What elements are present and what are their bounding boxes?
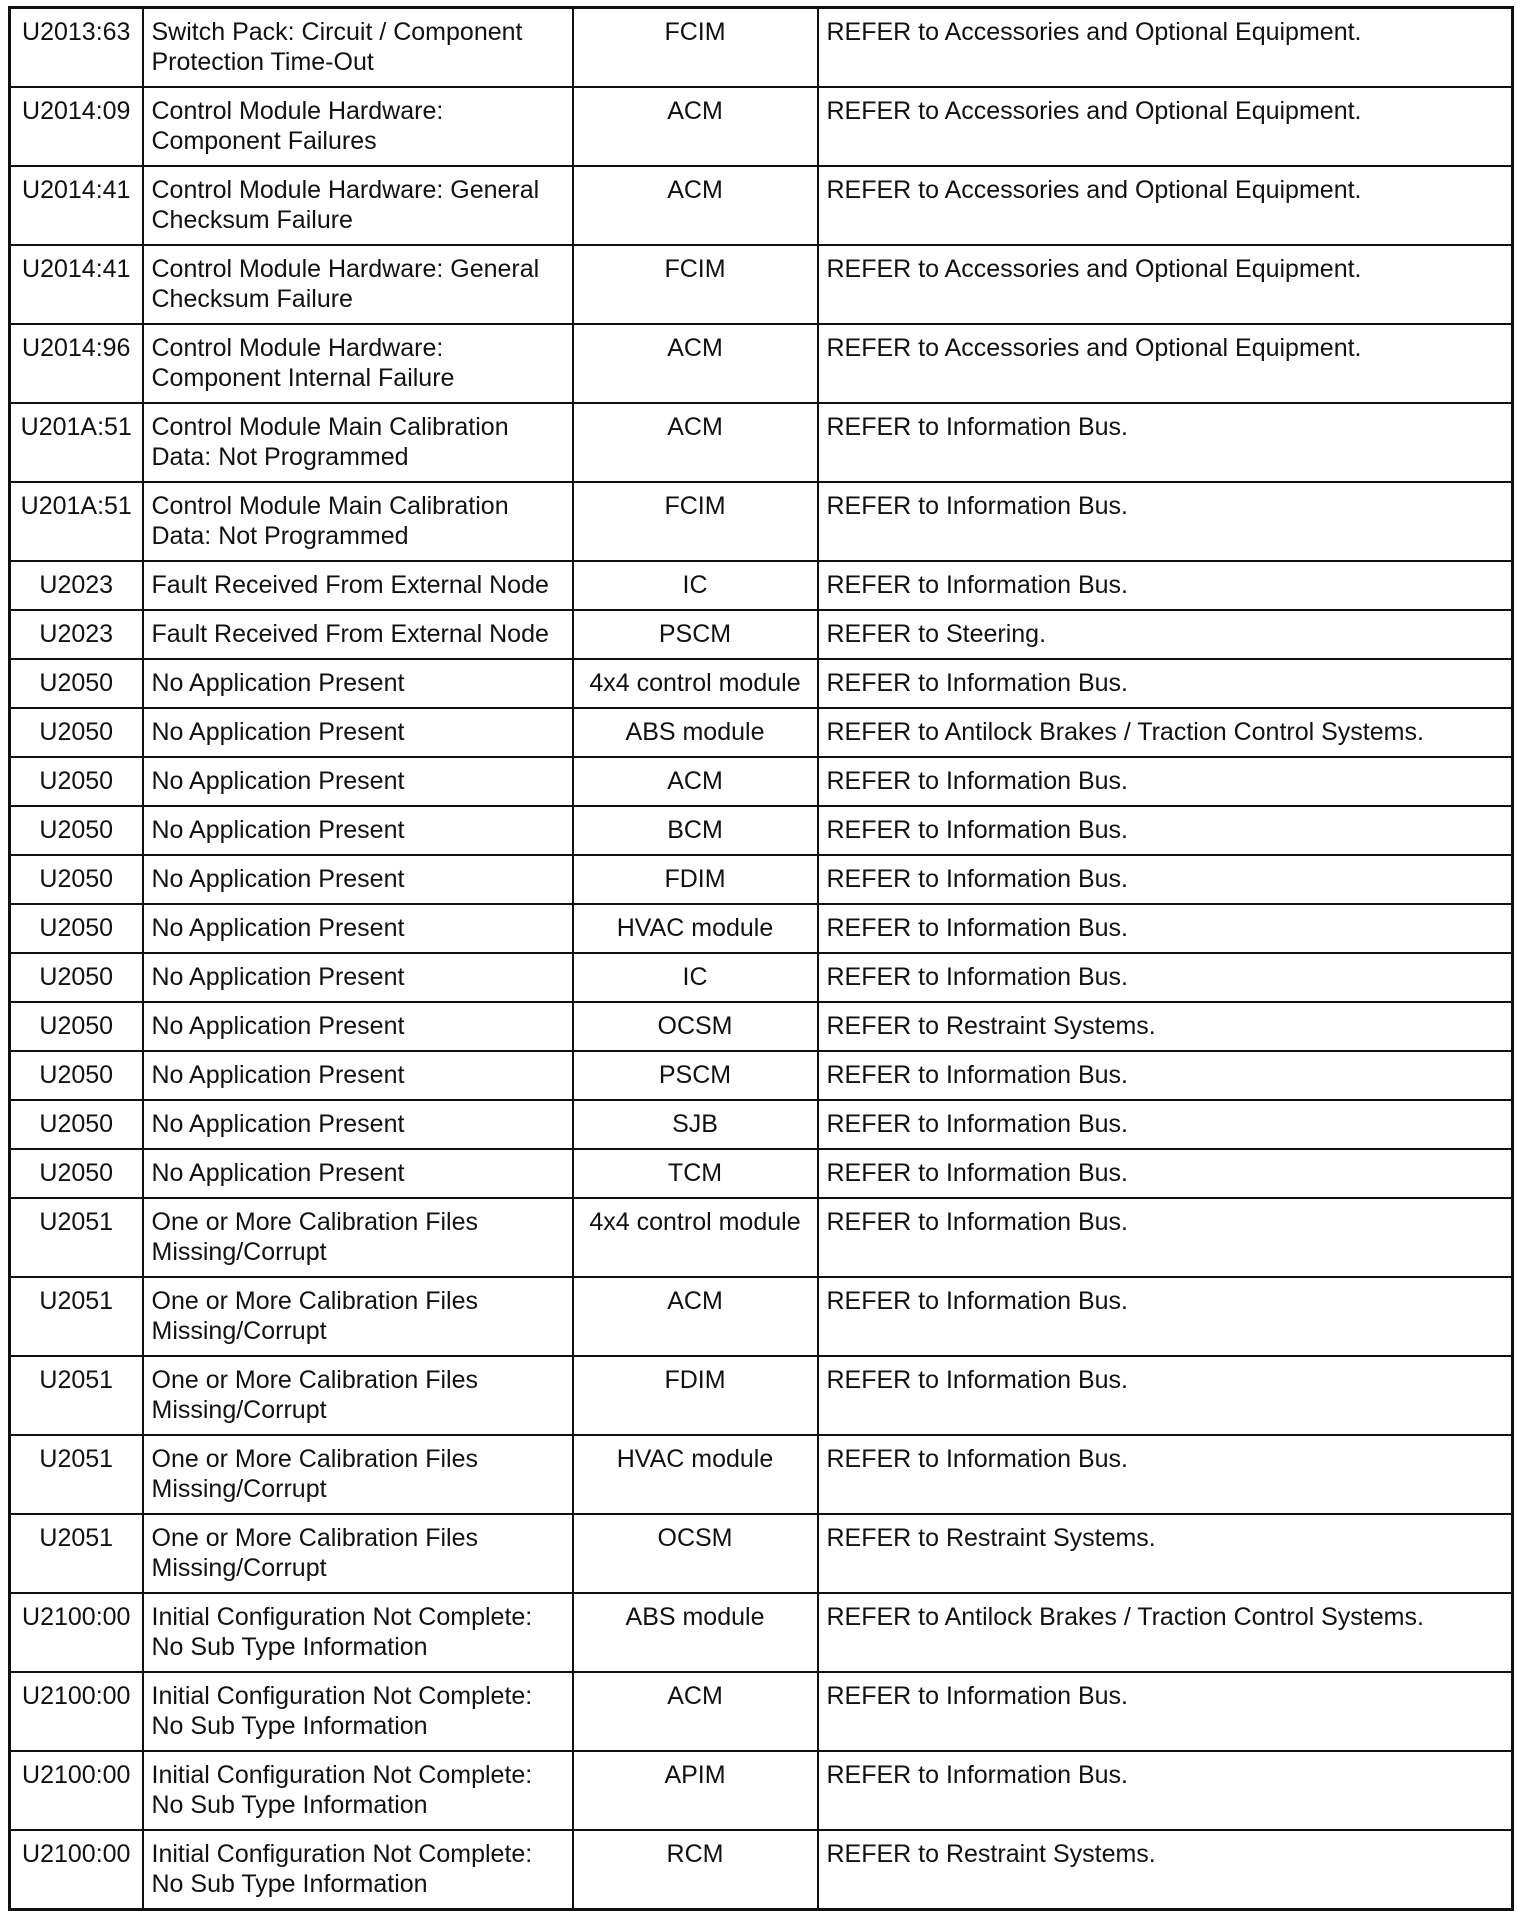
dtc-action-cell: REFER to Information Bus. xyxy=(818,1751,1513,1830)
dtc-code-cell: U2050 xyxy=(10,708,143,757)
table-row xyxy=(10,1100,1513,1149)
dtc-description-cell: Initial Configuration Not Complete: No Sub Type Information xyxy=(143,1830,573,1910)
dtc-code-cell: U2014:09 xyxy=(10,87,143,166)
dtc-code-cell: U2013:63 xyxy=(10,8,143,88)
dtc-action-cell: REFER to Accessories and Optional Equipment. xyxy=(818,166,1513,245)
dtc-table xyxy=(8,6,1514,1911)
table-row xyxy=(10,1198,1513,1277)
dtc-code-cell: U2051 xyxy=(10,1198,143,1277)
table-row xyxy=(10,8,1513,88)
dtc-action-cell: REFER to Information Bus. xyxy=(818,1672,1513,1751)
dtc-code-cell: U2050 xyxy=(10,953,143,1002)
dtc-description-cell: No Application Present xyxy=(143,659,573,708)
dtc-action-cell: REFER to Information Bus. xyxy=(818,1051,1513,1100)
dtc-code-cell: U2100:00 xyxy=(10,1593,143,1672)
dtc-description-cell: One or More Calibration Files Missing/Corrupt xyxy=(143,1198,573,1277)
table-row xyxy=(10,482,1513,561)
dtc-action-cell: REFER to Accessories and Optional Equipment. xyxy=(818,324,1513,403)
table-row xyxy=(10,1002,1513,1051)
dtc-code-cell: U2100:00 xyxy=(10,1751,143,1830)
dtc-module-cell: FCIM xyxy=(573,482,818,561)
dtc-description-cell: Initial Configuration Not Complete: No Sub Type Information xyxy=(143,1672,573,1751)
dtc-module-cell: FDIM xyxy=(573,855,818,904)
dtc-description-cell: No Application Present xyxy=(143,708,573,757)
dtc-module-cell: OCSM xyxy=(573,1514,818,1593)
table-row xyxy=(10,245,1513,324)
dtc-code-cell: U2050 xyxy=(10,1002,143,1051)
dtc-description-cell: No Application Present xyxy=(143,953,573,1002)
dtc-description-cell: One or More Calibration Files Missing/Corrupt xyxy=(143,1356,573,1435)
dtc-code-cell: U2051 xyxy=(10,1514,143,1593)
dtc-code-cell: U2050 xyxy=(10,659,143,708)
dtc-action-cell: REFER to Information Bus. xyxy=(818,659,1513,708)
dtc-action-cell: REFER to Accessories and Optional Equipment. xyxy=(818,8,1513,88)
dtc-module-cell: SJB xyxy=(573,1100,818,1149)
dtc-description-cell: Control Module Main Calibration Data: Not Programmed xyxy=(143,403,573,482)
dtc-action-cell: REFER to Restraint Systems. xyxy=(818,1830,1513,1910)
dtc-code-cell: U2100:00 xyxy=(10,1672,143,1751)
table-row xyxy=(10,1751,1513,1830)
dtc-description-cell: No Application Present xyxy=(143,904,573,953)
dtc-module-cell: IC xyxy=(573,953,818,1002)
dtc-code-cell: U2051 xyxy=(10,1435,143,1514)
dtc-description-cell: Initial Configuration Not Complete: No Sub Type Information xyxy=(143,1751,573,1830)
table-row xyxy=(10,1435,1513,1514)
dtc-action-cell: REFER to Restraint Systems. xyxy=(818,1514,1513,1593)
dtc-module-cell: FDIM xyxy=(573,1356,818,1435)
table-row xyxy=(10,324,1513,403)
table-row xyxy=(10,904,1513,953)
dtc-action-cell: REFER to Antilock Brakes / Traction Control Systems. xyxy=(818,1593,1513,1672)
dtc-action-cell: REFER to Information Bus. xyxy=(818,1356,1513,1435)
dtc-module-cell: PSCM xyxy=(573,610,818,659)
dtc-action-cell: REFER to Accessories and Optional Equipment. xyxy=(818,87,1513,166)
dtc-code-cell: U2051 xyxy=(10,1356,143,1435)
dtc-action-cell: REFER to Steering. xyxy=(818,610,1513,659)
dtc-action-cell: REFER to Information Bus. xyxy=(818,855,1513,904)
dtc-action-cell: REFER to Information Bus. xyxy=(818,482,1513,561)
table-row xyxy=(10,87,1513,166)
table-row xyxy=(10,659,1513,708)
dtc-description-cell: No Application Present xyxy=(143,1002,573,1051)
dtc-module-cell: TCM xyxy=(573,1149,818,1198)
dtc-description-cell: Control Module Hardware: General Checksum Failure xyxy=(143,166,573,245)
dtc-description-cell: Fault Received From External Node xyxy=(143,561,573,610)
dtc-description-cell: Control Module Hardware: Component Failures xyxy=(143,87,573,166)
dtc-description-cell: No Application Present xyxy=(143,757,573,806)
dtc-description-cell: One or More Calibration Files Missing/Corrupt xyxy=(143,1435,573,1514)
table-row xyxy=(10,610,1513,659)
table-row xyxy=(10,1830,1513,1910)
dtc-module-cell: FCIM xyxy=(573,245,818,324)
dtc-description-cell: No Application Present xyxy=(143,1100,573,1149)
dtc-code-cell: U201A:51 xyxy=(10,403,143,482)
table-row xyxy=(10,855,1513,904)
dtc-module-cell: OCSM xyxy=(573,1002,818,1051)
dtc-code-cell: U2050 xyxy=(10,1100,143,1149)
dtc-action-cell: REFER to Information Bus. xyxy=(818,1435,1513,1514)
dtc-action-cell: REFER to Information Bus. xyxy=(818,561,1513,610)
dtc-description-cell: Control Module Hardware: Component Internal Failure xyxy=(143,324,573,403)
table-row xyxy=(10,1149,1513,1198)
dtc-code-cell: U2050 xyxy=(10,1051,143,1100)
dtc-module-cell: ABS module xyxy=(573,1593,818,1672)
dtc-action-cell: REFER to Information Bus. xyxy=(818,953,1513,1002)
dtc-module-cell: 4x4 control module xyxy=(573,1198,818,1277)
table-row xyxy=(10,403,1513,482)
table-row xyxy=(10,806,1513,855)
dtc-module-cell: PSCM xyxy=(573,1051,818,1100)
dtc-code-cell: U2050 xyxy=(10,806,143,855)
dtc-code-cell: U201A:51 xyxy=(10,482,143,561)
dtc-description-cell: No Application Present xyxy=(143,1051,573,1100)
dtc-module-cell: IC xyxy=(573,561,818,610)
dtc-code-cell: U2050 xyxy=(10,855,143,904)
table-row xyxy=(10,561,1513,610)
dtc-module-cell: ACM xyxy=(573,87,818,166)
dtc-module-cell: ACM xyxy=(573,1672,818,1751)
dtc-module-cell: RCM xyxy=(573,1830,818,1910)
dtc-module-cell: ABS module xyxy=(573,708,818,757)
dtc-description-cell: No Application Present xyxy=(143,1149,573,1198)
table-row xyxy=(10,757,1513,806)
dtc-module-cell: HVAC module xyxy=(573,1435,818,1514)
dtc-action-cell: REFER to Information Bus. xyxy=(818,1149,1513,1198)
dtc-description-cell: Fault Received From External Node xyxy=(143,610,573,659)
dtc-module-cell: HVAC module xyxy=(573,904,818,953)
dtc-action-cell: REFER to Antilock Brakes / Traction Control Systems. xyxy=(818,708,1513,757)
dtc-description-cell: One or More Calibration Files Missing/Corrupt xyxy=(143,1277,573,1356)
dtc-action-cell: REFER to Information Bus. xyxy=(818,904,1513,953)
dtc-action-cell: REFER to Restraint Systems. xyxy=(818,1002,1513,1051)
dtc-module-cell: ACM xyxy=(573,403,818,482)
table-row xyxy=(10,708,1513,757)
dtc-action-cell: REFER to Information Bus. xyxy=(818,1198,1513,1277)
dtc-action-cell: REFER to Information Bus. xyxy=(818,806,1513,855)
dtc-module-cell: ACM xyxy=(573,324,818,403)
table-row xyxy=(10,1277,1513,1356)
dtc-description-cell: No Application Present xyxy=(143,855,573,904)
table-row xyxy=(10,1051,1513,1100)
dtc-description-cell: Switch Pack: Circuit / Component Protection Time-Out xyxy=(143,8,573,88)
dtc-module-cell: APIM xyxy=(573,1751,818,1830)
dtc-description-cell: One or More Calibration Files Missing/Corrupt xyxy=(143,1514,573,1593)
dtc-module-cell: FCIM xyxy=(573,8,818,88)
dtc-code-cell: U2051 xyxy=(10,1277,143,1356)
table-row xyxy=(10,166,1513,245)
dtc-description-cell: No Application Present xyxy=(143,806,573,855)
table-row xyxy=(10,953,1513,1002)
dtc-description-cell: Control Module Main Calibration Data: Not Programmed xyxy=(143,482,573,561)
dtc-action-cell: REFER to Information Bus. xyxy=(818,757,1513,806)
dtc-module-cell: ACM xyxy=(573,757,818,806)
dtc-action-cell: REFER to Accessories and Optional Equipment. xyxy=(818,245,1513,324)
dtc-description-cell: Initial Configuration Not Complete: No Sub Type Information xyxy=(143,1593,573,1672)
dtc-code-cell: U2023 xyxy=(10,561,143,610)
dtc-action-cell: REFER to Information Bus. xyxy=(818,1277,1513,1356)
dtc-code-cell: U2023 xyxy=(10,610,143,659)
dtc-table-body xyxy=(10,8,1513,1910)
dtc-code-cell: U2014:96 xyxy=(10,324,143,403)
dtc-code-cell: U2050 xyxy=(10,1149,143,1198)
dtc-code-cell: U2050 xyxy=(10,757,143,806)
table-row xyxy=(10,1672,1513,1751)
dtc-code-cell: U2050 xyxy=(10,904,143,953)
dtc-module-cell: ACM xyxy=(573,1277,818,1356)
dtc-module-cell: 4x4 control module xyxy=(573,659,818,708)
dtc-code-cell: U2014:41 xyxy=(10,245,143,324)
dtc-action-cell: REFER to Information Bus. xyxy=(818,403,1513,482)
table-row xyxy=(10,1514,1513,1593)
table-row xyxy=(10,1593,1513,1672)
dtc-action-cell: REFER to Information Bus. xyxy=(818,1100,1513,1149)
dtc-description-cell: Control Module Hardware: General Checksum Failure xyxy=(143,245,573,324)
dtc-module-cell: BCM xyxy=(573,806,818,855)
dtc-module-cell: ACM xyxy=(573,166,818,245)
dtc-code-cell: U2014:41 xyxy=(10,166,143,245)
dtc-code-cell: U2100:00 xyxy=(10,1830,143,1910)
table-row xyxy=(10,1356,1513,1435)
